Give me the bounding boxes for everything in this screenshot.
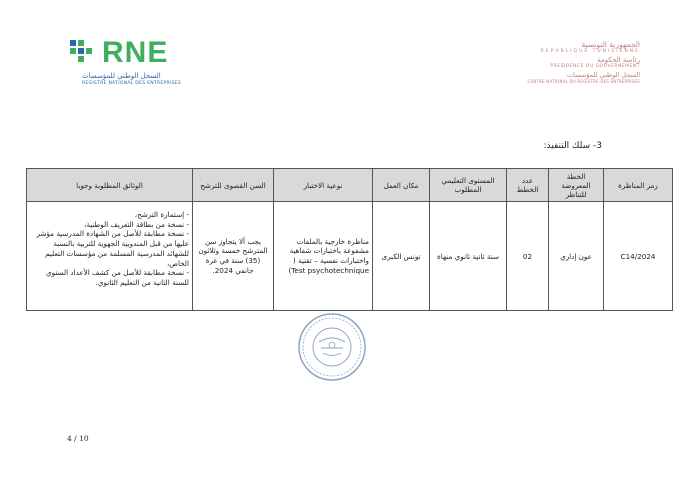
header-education: المستوى التعليمي المطلوب (430, 169, 507, 202)
header-position: الخطة المعروضة للتناظر (549, 169, 604, 202)
header-max-age: السن القصوى للترشح (193, 169, 274, 202)
document-item: - إستمارة الترشح، (134, 210, 189, 219)
cell-code: C14/2024 (604, 202, 673, 311)
government-header (520, 40, 640, 84)
cell-test-type: مناظرة خارجية بالملفات مشفوعة باختبارات شفاهية واختبارات نفسية – تقنية ( Test psychotechnique) (274, 202, 373, 311)
competition-table (26, 168, 673, 311)
ar-presidency: رئاسة الحكومة (597, 56, 640, 64)
document-item: - نسخة من بطاقة التعريف الوطنية، (84, 219, 189, 229)
header-documents: الوثائق المطلوبة وجوبا (27, 169, 193, 202)
cell-position: عون إداري (549, 202, 604, 311)
cell-workplace: تونس الكبرى (373, 202, 430, 311)
document-item: - نسخة مطابقة للأصل من كشف الأعداد السنوي للسنة الثانية من التعليم الثانوي. (46, 268, 189, 288)
document-item: - نسخة مطابقة للأصل من الشهادة المدرسية مؤشر عليها من قبل المندوبية الجهوية للتربية بالنسبة للشهائد المدرسية المسلمة من مؤسسات التعليم الخاص، (36, 229, 189, 268)
table-header-row (27, 169, 673, 202)
fr-republic: REPUBLIQUE TUNISIENNE (540, 49, 640, 54)
header-test-type: نوعية الاختبار (274, 169, 373, 202)
logo-french-line: REGISTRE NATIONAL DES ENTREPRISES (82, 81, 182, 86)
table-row (27, 202, 673, 311)
header-workplace: مكان العمل (373, 169, 430, 202)
rne-logo-mark-icon (68, 38, 98, 68)
header-count: عدد الخطط (507, 169, 549, 202)
fr-presidency: PRESIDENCE DU GOUVERNEMENT (550, 64, 640, 69)
cell-education: سنة ثانية ثانوي منهاة (430, 202, 507, 311)
logo-arabic-line: السجل الوطني للمؤسسات (82, 72, 161, 80)
ar-republic: الجمهورية التونسية (581, 40, 640, 49)
fr-registry: CENTRE NATIONAL DU REGISTRE DES ENTREPRISES (527, 79, 640, 84)
cell-documents (27, 202, 193, 311)
section-title: 3- سلك التنفيذ: (543, 141, 602, 151)
official-stamp-icon (297, 312, 367, 382)
rne-logo (68, 38, 188, 88)
cell-count: 02 (507, 202, 549, 311)
cell-max-age: يجب ألا يتجاوز سن المترشح خمسة وثلاثون (35) سنة في غرة جانفي 2024. (193, 202, 274, 311)
header-code: رمز المناظرة (604, 169, 673, 202)
ar-registry: السجل الوطني للمؤسسات (566, 71, 640, 79)
page-number: 4 / 10 (67, 434, 89, 443)
logo-text: RNE (102, 36, 169, 69)
